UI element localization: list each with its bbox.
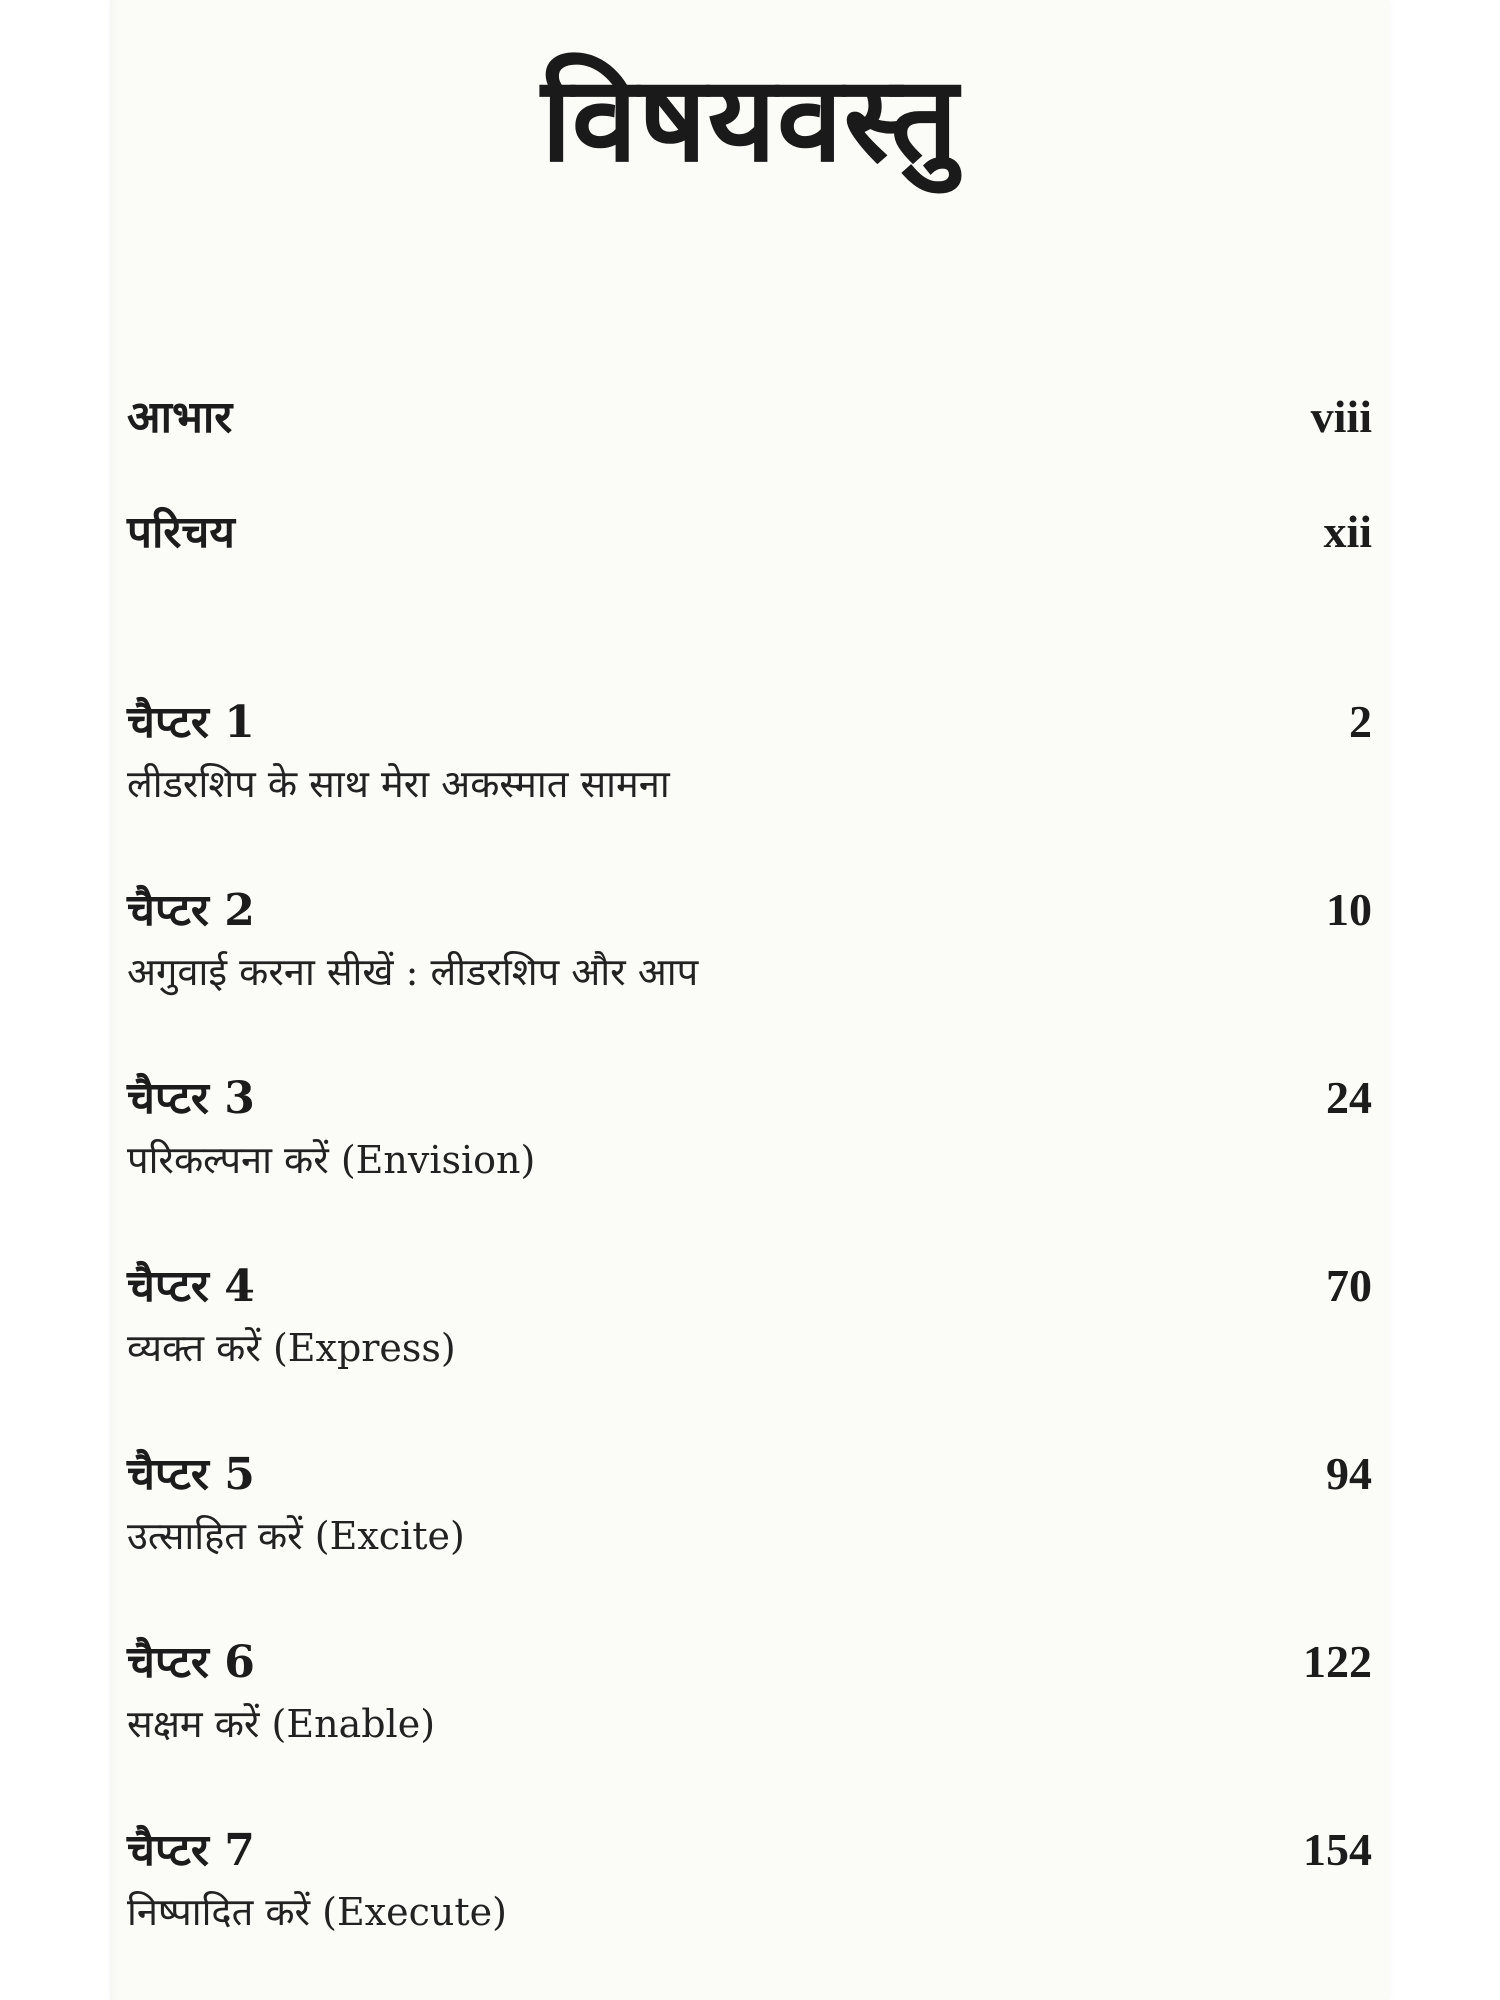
chapter-subtitle: लीडरशिप के साथ मेरा अकस्मात सामना: [127, 761, 670, 806]
toc-entry-label: परिचय: [127, 507, 235, 558]
chapter-subtitle: उत्साहित करें (Excite): [127, 1513, 465, 1558]
toc-entry-chapter-5: [127, 1449, 1372, 1561]
chapter-heading: चैप्टर 6: [127, 1637, 255, 1688]
toc-entry-label: आभार: [127, 392, 233, 443]
chapter-heading: चैप्टर 2: [127, 885, 255, 936]
chapter-subtitle: अगुवाई करना सीखें : लीडरशिप और आप: [127, 949, 699, 994]
toc-entry-chapter-3: [127, 1073, 1372, 1185]
toc-entry-chapter-4: [127, 1261, 1372, 1373]
chapter-page-number: 154: [1303, 1824, 1372, 1875]
chapter-subtitle: व्यक्त करें (Express): [127, 1325, 456, 1370]
page-title: विषयवस्तु: [541, 50, 959, 188]
toc-entry-page-number: viii: [1310, 391, 1372, 442]
page-edge-shadow: [110, 0, 120, 2000]
chapter-subtitle: सक्षम करें (Enable): [127, 1701, 436, 1746]
chapter-page-number: 2: [1349, 696, 1372, 747]
toc-entry-acknowledgement: [127, 392, 1372, 443]
chapter-heading: चैप्टर 5: [127, 1449, 255, 1500]
toc-entry-chapter-6: [127, 1637, 1372, 1749]
chapter-heading: चैप्टर 7: [127, 1825, 255, 1876]
toc-entry-introduction: [127, 507, 1372, 558]
chapter-page-number: 24: [1326, 1072, 1372, 1123]
chapter-subtitle: परिकल्पना करें (Envision): [127, 1137, 536, 1182]
toc-entry-page-number: xii: [1323, 506, 1372, 557]
chapter-heading: चैप्टर 4: [127, 1261, 255, 1312]
toc-entry-chapter-1: [127, 697, 1372, 809]
chapter-page-number: 122: [1303, 1636, 1372, 1687]
chapter-heading: चैप्टर 1: [127, 697, 255, 748]
chapter-page-number: 10: [1326, 884, 1372, 935]
chapter-page-number: 70: [1326, 1260, 1372, 1311]
toc-entry-chapter-7: [127, 1825, 1372, 1937]
chapter-subtitle: निष्पादित करें (Execute): [127, 1889, 507, 1934]
chapter-page-number: 94: [1326, 1448, 1372, 1499]
toc-entry-chapter-2: [127, 885, 1372, 997]
chapter-heading: चैप्टर 3: [127, 1073, 255, 1124]
